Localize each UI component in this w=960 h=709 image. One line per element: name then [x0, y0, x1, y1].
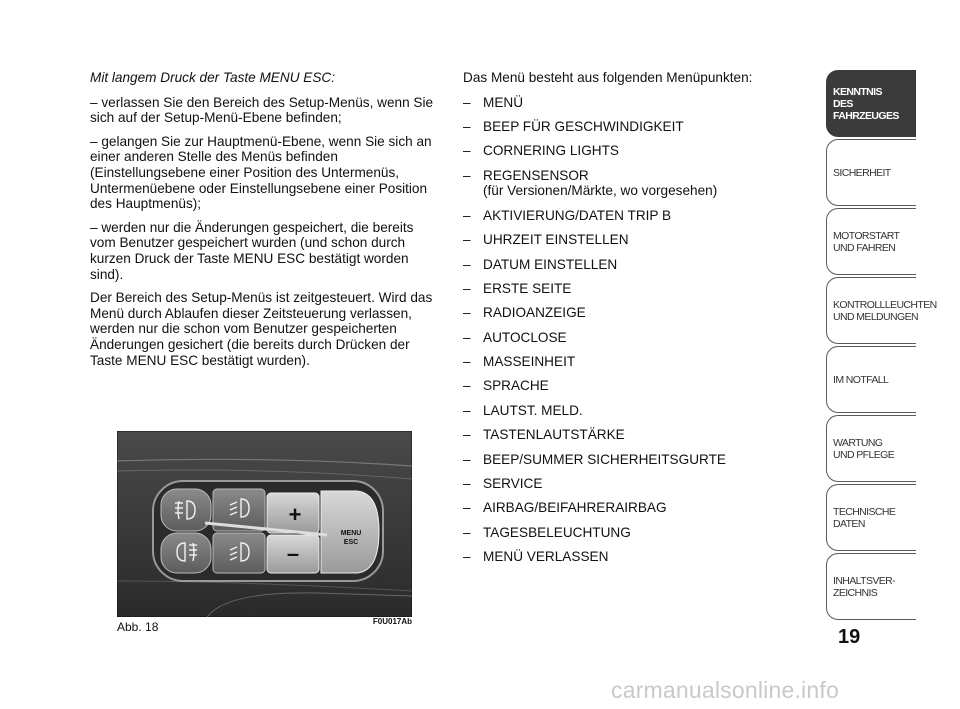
menu-item: [463, 143, 793, 159]
menu-item: [463, 168, 793, 199]
chapter-tab-line1: KONTROLLLEUCHTEN: [833, 298, 937, 311]
watermark: carmanualsonline.info: [611, 677, 839, 703]
chapter-tab-label: [833, 575, 895, 599]
chapter-tab-label: [833, 230, 899, 254]
chapter-tab-label: [833, 86, 916, 122]
menu-item-label: ERSTE SEITE: [483, 280, 572, 296]
chapter-tab-label: [833, 299, 937, 323]
menu-item: [463, 95, 793, 111]
chapter-tab-line1: TECHNISCHE DATEN: [833, 505, 896, 530]
list-dash: –: [463, 329, 471, 345]
menu-item-label: TAGESBELEUCHTUNG: [483, 524, 631, 540]
menu-item: [463, 305, 793, 321]
list-dash: –: [463, 256, 471, 272]
menu-item-label: RADIOANZEIGE: [483, 305, 586, 321]
menu-item: [463, 525, 793, 541]
paragraph-4: Der Bereich des Setup-Menüs ist zeitgesteuert. Wird das Menü durch Ablaufen dieser Zeitsteuerung verlassen, werden nur die schon vom Benutzer gespeicherten Änderungen gesichert (die bereits durch Drücken der Taste MENU ESC bestätigt wurden).: [90, 290, 433, 368]
menu-item-label: MASSEINHEIT: [483, 354, 576, 370]
list-dash: –: [463, 280, 471, 296]
menu-item-label: BEEP FÜR GESCHWINDIGKEIT: [483, 118, 684, 134]
paragraph-2: – gelangen Sie zur Hauptmenü-Ebene, wenn Sie sich an einer anderen Stelle des Menüs befinden (Einstellungsebene einer Position des Untermenüs, Untermenüebene oder Einstellungsebene einer Position des Hauptmenüs);: [90, 133, 432, 212]
menu-item-label: SPRACHE: [483, 378, 549, 394]
menu-item-label: AKTIVIERUNG/DATEN TRIP B: [483, 207, 672, 223]
menu-item: [463, 403, 793, 419]
menu-items-column: [463, 70, 793, 574]
chapter-tab-label: [833, 374, 888, 386]
chapter-tab[interactable]: [826, 208, 916, 275]
list-dash: –: [463, 305, 471, 321]
minus-label: –: [286, 541, 300, 566]
menu-item-label: SERVICE: [483, 476, 543, 492]
chapter-tab[interactable]: [826, 277, 937, 344]
menu-item-note: (für Versionen/Märkte, wo vorgesehen): [483, 183, 718, 199]
menu-item: [463, 378, 793, 394]
menu-item-label: AIRBAG/BEIFAHRERAIRBAG: [483, 500, 667, 516]
menu-item-label: DATUM EINSTELLEN: [483, 256, 618, 272]
list-dash: –: [463, 118, 471, 134]
chapter-tab[interactable]: [826, 484, 916, 551]
menu-item: [463, 549, 793, 565]
chapter-tab[interactable]: [826, 346, 916, 413]
esc-label: ESC: [343, 539, 359, 546]
chapter-tab-line1: SICHERHEIT: [833, 166, 891, 179]
figure-caption: Abb. 18: [117, 620, 159, 634]
chapter-tab[interactable]: [826, 70, 916, 137]
chapter-tab-line2: DES FAHRZEUGES: [833, 97, 899, 122]
menu-item-label: TASTENLAUTSTÄRKE: [483, 427, 625, 443]
light-level-down-button[interactable]: [213, 533, 265, 573]
menu-label: MENU: [340, 530, 362, 537]
menu-item-label: CORNERING LIGHTS: [483, 143, 619, 159]
menu-item-label: REGENSENSOR: [483, 167, 589, 183]
menu-item: [463, 427, 793, 443]
list-dash: –: [463, 94, 471, 110]
list-dash: –: [463, 143, 471, 159]
chapter-tab-line2: ZEICHNIS: [833, 586, 878, 599]
list-dash: –: [463, 500, 471, 516]
menu-item-label: UHRZEIT EINSTELLEN: [483, 232, 629, 248]
chapter-tab-line1: WARTUNG: [833, 436, 883, 449]
menu-item: [463, 281, 793, 297]
menu-item: [463, 354, 793, 370]
list-dash: –: [463, 549, 471, 565]
page-number: 19: [838, 626, 861, 648]
menu-item: [463, 500, 793, 516]
chapter-tab-line2: UND FAHREN: [833, 241, 896, 254]
chapter-tab[interactable]: [826, 553, 916, 620]
chapter-tab-label: [833, 437, 894, 461]
plus-label: +: [288, 502, 302, 527]
list-dash: –: [463, 378, 471, 394]
menu-item-label: LAUTST. MELD.: [483, 402, 583, 418]
menu-item: [463, 232, 793, 248]
fog-light-button[interactable]: [161, 489, 211, 531]
list-dash: –: [463, 207, 471, 223]
chapter-tab-label: [833, 506, 916, 530]
menu-item: [463, 452, 793, 468]
list-dash: –: [463, 354, 471, 370]
chapter-tab-line1: INHALTSVER-: [833, 574, 896, 587]
left-text-column: [90, 70, 440, 376]
menu-item-label: AUTOCLOSE: [483, 329, 567, 345]
button-panel-figure: [117, 431, 412, 617]
paragraph-1: – verlassen Sie den Bereich des Setup-Menüs, wenn Sie sich auf der Setup-Menü-Ebene befinden;: [90, 94, 434, 126]
menu-item: [463, 476, 793, 492]
chapter-tab-line1: IM NOTFALL: [833, 373, 889, 386]
list-dash: –: [463, 524, 471, 540]
menu-item: [463, 257, 793, 273]
list-dash: –: [463, 476, 471, 492]
chapter-tab-line2: UND PFLEGE: [833, 448, 895, 461]
menu-item: [463, 208, 793, 224]
list-dash: –: [463, 427, 471, 443]
chapter-tab[interactable]: [826, 139, 916, 206]
chapter-tab-line1: KENNTNIS: [833, 85, 882, 98]
menu-item: [463, 119, 793, 135]
list-dash: –: [463, 451, 471, 467]
menu-item-label: BEEP/SUMMER SICHERHEITSGURTE: [483, 451, 726, 467]
chapter-tab-label: [833, 167, 891, 179]
menu-list-heading: Das Menü besteht aus folgenden Menüpunkten:: [463, 70, 753, 85]
figure-code: F0U017Ab: [372, 617, 412, 626]
menu-list: [463, 95, 793, 565]
list-dash: –: [463, 402, 471, 418]
intro-text: Mit langem Druck der Taste MENU ESC:: [90, 70, 336, 85]
rear-fog-light-button[interactable]: [161, 533, 211, 573]
chapter-tab-line1: MOTORSTART: [833, 229, 900, 242]
menu-item-label: MENÜ: [483, 94, 524, 110]
chapter-tab-line2: UND MELDUNGEN: [833, 310, 918, 323]
menu-item-label: MENÜ VERLASSEN: [483, 549, 609, 565]
chapter-tab[interactable]: [826, 415, 916, 482]
paragraph-3: – werden nur die Änderungen gespeichert, die bereits vom Benutzer gespeichert wurden (und schon durch kurzen Druck der Taste MENU ESC bestätigt worden sind).: [90, 219, 414, 282]
list-dash: –: [463, 167, 471, 183]
list-dash: –: [463, 232, 471, 248]
menu-item: [463, 330, 793, 346]
